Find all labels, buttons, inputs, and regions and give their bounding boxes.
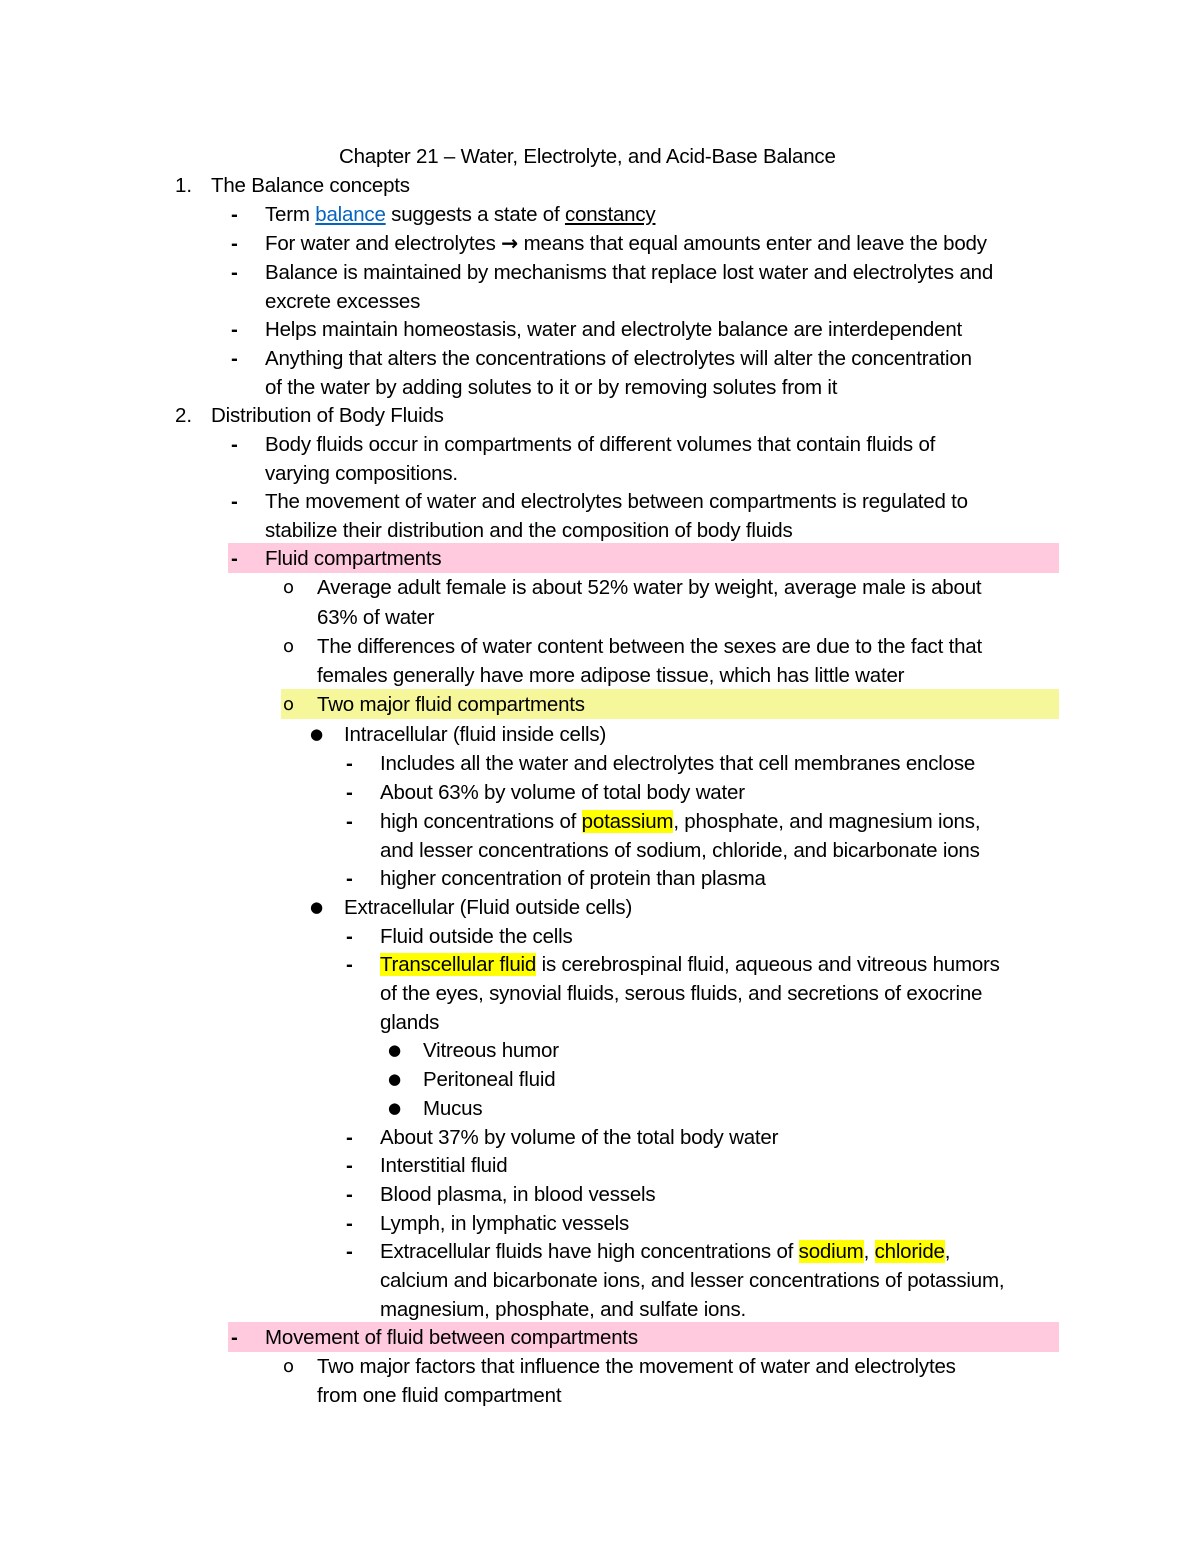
intra-item-3-line-2: and lesser concentrations of sodium, chloride, and bicarbonate ions (380, 839, 980, 862)
movement-item-1-line-2: from one fluid compartment (317, 1384, 562, 1407)
text: , (863, 1240, 875, 1263)
bullet-marker: ● (388, 1099, 402, 1117)
intra-item-1: Includes all the water and electrolytes that cell membranes enclose (380, 752, 976, 775)
extra-item-2-line-2: of the eyes, synovial fluids, serous fluids, and secretions of exocrine (380, 982, 983, 1005)
dash-marker: - (346, 752, 353, 775)
fc-item-2-line-1: The differences of water content between the sexes are due to the fact that (317, 635, 982, 658)
bullet-marker: ● (388, 1041, 402, 1059)
movement-item-1-line-1: Two major factors that influence the movement of water and electrolytes (317, 1355, 956, 1378)
dash-marker: - (346, 1154, 353, 1177)
balance-link[interactable]: balance (315, 203, 386, 226)
text: For water and electrolytes (265, 232, 502, 255)
section-2-heading: Distribution of Body Fluids (211, 404, 444, 427)
intracellular-label: Intracellular (fluid inside cells) (344, 723, 607, 746)
extra-item-4: Interstitial fluid (380, 1154, 508, 1177)
movement-heading: Movement of fluid between compartments (265, 1326, 638, 1349)
dash-marker: - (231, 1326, 238, 1349)
extra-item-2-line-1 (380, 950, 1000, 979)
intra-item-2: About 63% by volume of total body water (380, 781, 745, 804)
text: , phosphate, and magnesium ions, (673, 810, 981, 833)
s1-bullet-3-line-2: excrete excesses (265, 290, 421, 313)
extra-item-3: About 37% by volume of the total body water (380, 1126, 779, 1149)
s1-bullet-1 (265, 200, 655, 229)
bullet-marker: ● (310, 725, 324, 743)
s1-bullet-3-line-1: Balance is maintained by mechanisms that replace lost water and electrolytes and (265, 261, 994, 284)
dash-marker: - (231, 433, 238, 456)
s2-bullet-1-line-2: varying compositions. (265, 462, 458, 485)
two-major-compartments-heading: Two major fluid compartments (317, 693, 585, 716)
s1-bullet-2 (265, 229, 987, 258)
dash-marker: - (231, 547, 238, 570)
dash-marker: - (231, 203, 238, 226)
dash-marker: - (231, 347, 238, 370)
text: Term (265, 203, 316, 226)
fluid-compartments-heading: Fluid compartments (265, 547, 442, 570)
section-1-heading: The Balance concepts (211, 174, 410, 197)
dash-marker: - (346, 953, 353, 976)
text: is cerebrospinal fluid, aqueous and vitreous humors (536, 953, 1000, 976)
extra-item-6: Lymph, in lymphatic vessels (380, 1212, 630, 1235)
section-number-1: 1. (175, 174, 193, 197)
fc-item-1-line-2: 63% of water (317, 606, 435, 629)
sub-item-vitreous-humor: Vitreous humor (423, 1039, 559, 1062)
dash-marker: - (231, 261, 238, 284)
fc-item-2-line-2: females generally have more adipose tissue, which has little water (317, 664, 905, 687)
s2-bullet-1-line-1: Body fluids occur in compartments of different volumes that contain fluids of (265, 433, 936, 456)
fc-item-1-line-1: Average adult female is about 52% water by weight, average male is about (317, 576, 982, 599)
section-number-2: 2. (175, 404, 193, 427)
text: , (944, 1240, 951, 1263)
bullet-marker: ● (310, 898, 324, 916)
dash-marker: - (346, 1126, 353, 1149)
s2-bullet-2-line-2: stabilize their distribution and the composition of body fluids (265, 519, 793, 542)
intra-item-4: higher concentration of protein than plasma (380, 867, 766, 890)
right-arrow-icon: → (501, 231, 519, 255)
extra-item-5: Blood plasma, in blood vessels (380, 1183, 656, 1206)
extra-item-2-line-3: glands (380, 1011, 440, 1034)
text: means that equal amounts enter and leave the body (518, 232, 987, 255)
extra-item-7-line-1 (380, 1237, 950, 1266)
dash-marker: - (346, 810, 353, 833)
sub-item-peritoneal-fluid: Peritoneal fluid (423, 1068, 556, 1091)
dash-marker: - (346, 1212, 353, 1235)
extra-item-7-line-3: magnesium, phosphate, and sulfate ions. (380, 1298, 746, 1321)
underlined-term: constancy (564, 203, 656, 226)
text: suggests a state of (385, 203, 565, 226)
document-title: Chapter 21 – Water, Electrolyte, and Acid-Base Balance (339, 145, 836, 168)
highlighted-term: chloride (874, 1240, 945, 1263)
s1-bullet-5-line-2: of the water by adding solutes to it or by removing solutes from it (265, 376, 838, 399)
circle-marker: o (283, 577, 295, 598)
s1-bullet-4: Helps maintain homeostasis, water and electrolyte balance are interdependent (265, 318, 963, 341)
dash-marker: - (346, 1183, 353, 1206)
highlighted-term: Transcellular fluid (380, 953, 537, 976)
s2-bullet-2-line-1: The movement of water and electrolytes between compartments is regulated to (265, 490, 968, 513)
highlighted-term: sodium (798, 1240, 864, 1263)
dash-marker: - (231, 490, 238, 513)
dash-marker: - (346, 867, 353, 890)
sub-item-mucus: Mucus (423, 1097, 483, 1120)
text: Extracellular fluids have high concentrations of (380, 1240, 799, 1263)
circle-marker: o (283, 694, 295, 715)
dash-marker: - (346, 1240, 353, 1263)
circle-marker: o (283, 1356, 295, 1377)
circle-marker: o (283, 636, 295, 657)
extracellular-label: Extracellular (Fluid outside cells) (344, 896, 633, 919)
highlighted-term: potassium (581, 810, 674, 833)
s1-bullet-5-line-1: Anything that alters the concentrations of electrolytes will alter the concentration (265, 347, 972, 370)
dash-marker: - (231, 232, 238, 255)
bullet-marker: ● (388, 1070, 402, 1088)
dash-marker: - (346, 781, 353, 804)
dash-marker: - (231, 318, 238, 341)
intra-item-3-line-1 (380, 807, 980, 836)
extra-item-7-line-2: calcium and bicarbonate ions, and lesser concentrations of potassium, (380, 1269, 1005, 1292)
dash-marker: - (346, 925, 353, 948)
extra-item-1: Fluid outside the cells (380, 925, 573, 948)
text: high concentrations of (380, 810, 582, 833)
